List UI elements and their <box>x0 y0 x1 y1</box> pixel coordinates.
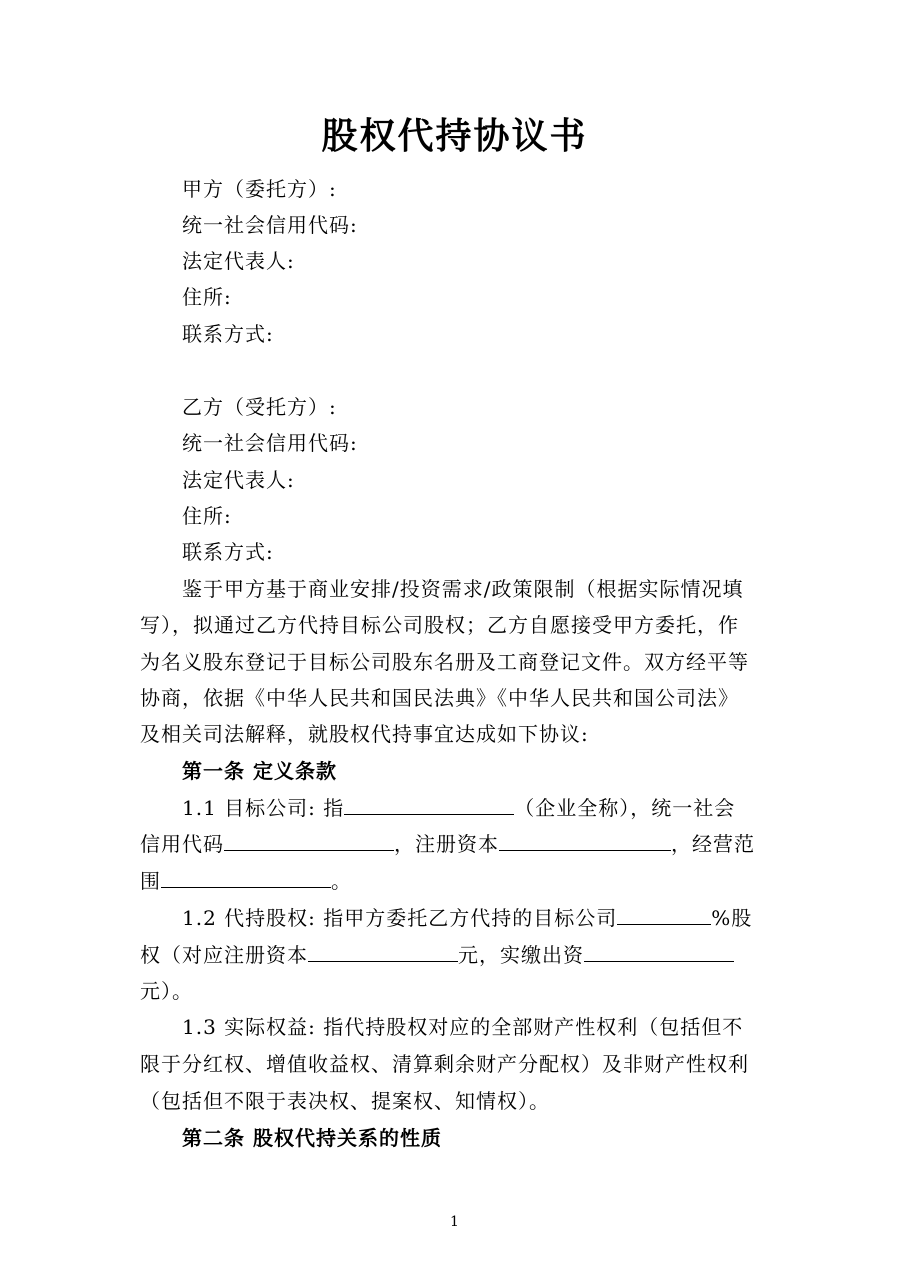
share-percent-blank[interactable] <box>617 904 711 925</box>
party-a-contact: 联系方式: <box>182 322 274 346</box>
clause-1-2 <box>182 904 752 932</box>
clause-1-2-cont <box>140 941 734 969</box>
document-title: 股权代持协议书 <box>321 116 588 157</box>
party-b-legal-rep: 法定代表人: <box>182 468 295 492</box>
clause-1-2-end: 元）。 <box>140 979 193 1003</box>
clause-text: （企业全称），统一社会 <box>514 796 736 820</box>
party-a-legal-rep: 法定代表人: <box>182 249 295 273</box>
clause-1-1-cont <box>140 830 755 858</box>
clause-1-1 <box>182 794 735 822</box>
clause-1-3-cont: 限于分红权、增值收益权、清算剩余财产分配权）及非财产性权利 <box>140 1052 749 1076</box>
clause-text: 1.1 目标公司: 指 <box>182 796 345 820</box>
clause-text: ，注册资本 <box>394 832 499 856</box>
clause-text: 信用代码 <box>140 832 224 856</box>
preamble-line: 写），拟通过乙方代持目标公司股权；乙方自愿接受甲方委托，作 <box>140 613 739 637</box>
credit-code-blank[interactable] <box>224 830 394 851</box>
article-2-heading: 第二条 股权代持关系的性质 <box>182 1126 442 1150</box>
clause-text: ，经营范 <box>671 832 755 856</box>
preamble-line: 鉴于甲方基于商业安排/投资需求/政策限制（根据实际情况填 <box>182 577 744 601</box>
clause-text: 。 <box>331 869 352 893</box>
clause-1-3-cont: （包括但不限于表决权、提案权、知情权）。 <box>140 1089 550 1113</box>
preamble-line: 为名义股东登记于目标公司股东名册及工商登记文件。双方经平等 <box>140 650 749 674</box>
article-1-heading: 第一条 定义条款 <box>182 759 337 783</box>
company-name-blank[interactable] <box>344 794 514 815</box>
clause-text: 元，实缴出资 <box>458 943 584 967</box>
party-b-credit-code: 统一社会信用代码: <box>182 431 358 455</box>
clause-text: 围 <box>140 869 161 893</box>
party-b-contact: 联系方式: <box>182 540 274 564</box>
party-a-credit-code: 统一社会信用代码: <box>182 213 358 237</box>
party-b-address: 住所: <box>182 504 232 528</box>
preamble-line: 及相关司法解释，就股权代持事宜达成如下协议: <box>140 722 589 746</box>
party-a-address: 住所: <box>182 285 232 309</box>
business-scope-blank[interactable] <box>161 867 331 888</box>
party-b-label: 乙方（受托方）: <box>182 395 337 419</box>
paid-in-amount-blank[interactable] <box>584 941 734 962</box>
registered-capital-blank[interactable] <box>499 830 671 851</box>
clause-1-1-cont <box>140 867 352 895</box>
page-number: 1 <box>450 1214 459 1230</box>
preamble-line: 协商，依据《中华人民共和国民法典》《中华人民共和国公司法》 <box>140 686 739 710</box>
registered-amount-blank[interactable] <box>308 941 458 962</box>
clause-text: 1.2 代持股权: 指甲方委托乙方代持的目标公司 <box>182 906 618 930</box>
clause-text: %股 <box>711 906 753 930</box>
party-a-label: 甲方（委托方）: <box>182 177 337 201</box>
clause-text: 权（对应注册资本 <box>140 943 308 967</box>
clause-1-3: 1.3 实际权益: 指代持股权对应的全部财产性权利（包括但不 <box>182 1015 744 1039</box>
